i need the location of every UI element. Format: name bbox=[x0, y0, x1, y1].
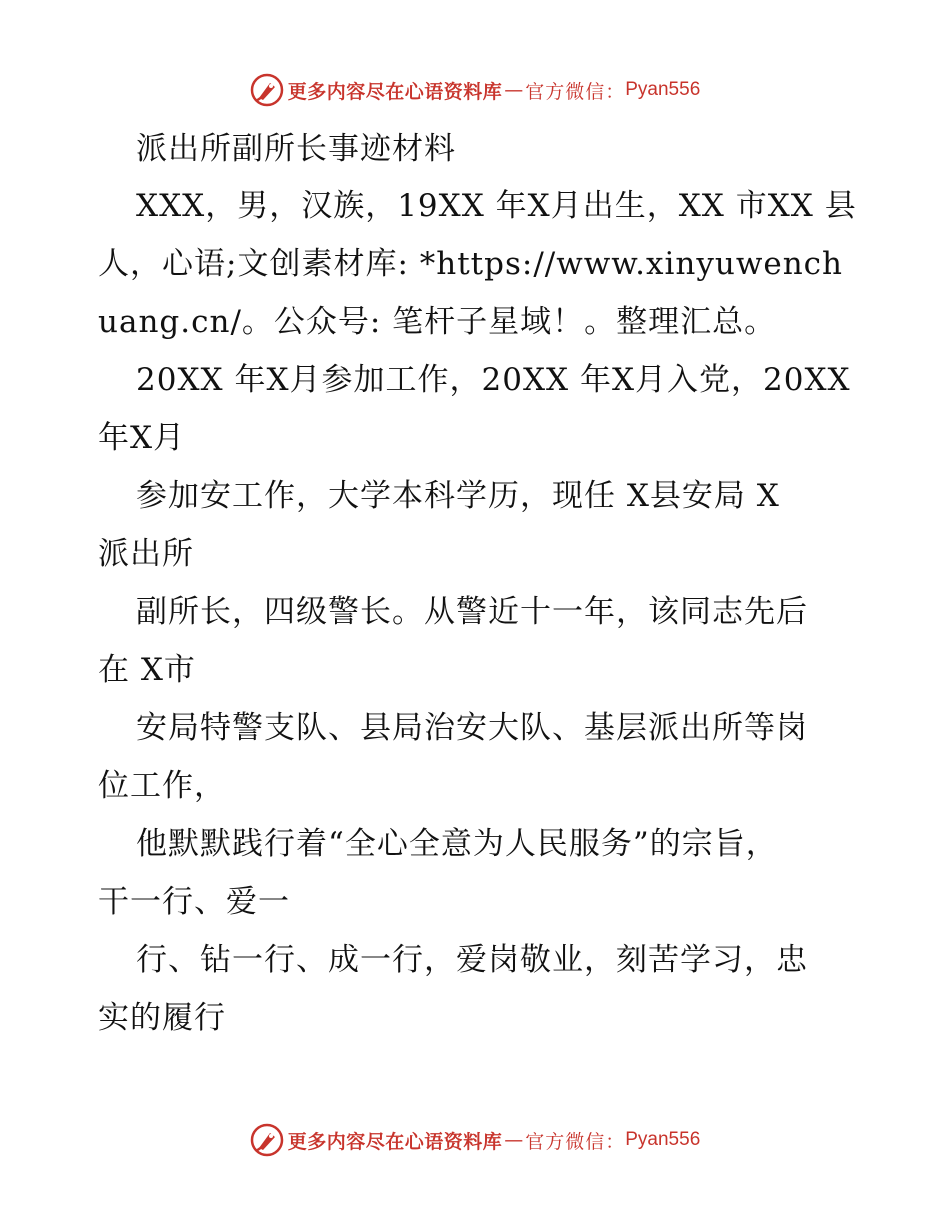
paragraph-line: XXX，男，汉族，19XX 年X月出生，XX 市XX 县 bbox=[136, 188, 857, 224]
banner-wechat-id: Pyan556 bbox=[625, 1129, 701, 1150]
paragraph-line: 安局特警支队、县局治安大队、基层派出所等岗 bbox=[136, 710, 808, 746]
banner-wechat-label: 官方微信： bbox=[525, 80, 626, 103]
pen-nib-logo-icon bbox=[250, 1123, 284, 1157]
paragraph-line: 参加安工作，大学本科学历，现任 X县安局 X bbox=[136, 478, 780, 514]
paragraph-line: 干一行、爱一 bbox=[98, 884, 290, 920]
paragraph-line: 20XX 年X月参加工作，20XX 年X月入党，20XX bbox=[136, 362, 851, 398]
banner-wechat-id: Pyan556 bbox=[625, 79, 701, 100]
paragraph-line: 他默默践行着“全心全意为人民服务”的宗旨， bbox=[136, 826, 778, 862]
paragraph-line: uang.cn/。公众号: 笔杆子星域！。整理汇总。 bbox=[98, 304, 777, 340]
banner-text: 更多内容尽在心语资料库 bbox=[287, 1130, 503, 1153]
pen-nib-logo-icon bbox=[250, 73, 284, 107]
banner-separator: — bbox=[504, 1129, 524, 1151]
paragraph-line: 行、钻一行、成一行，爱岗敬业，刻苦学习，忠 bbox=[136, 942, 808, 978]
paragraph-line: 实的履行 bbox=[98, 1000, 226, 1036]
footer-banner bbox=[0, 1120, 950, 1160]
document-title: 派出所副所长事迹材料 bbox=[136, 131, 456, 167]
paragraph-line: 位工作， bbox=[98, 768, 226, 804]
banner-separator: — bbox=[504, 79, 524, 101]
paragraph-line: 副所长，四级警长。从警近十一年，该同志先后 bbox=[136, 594, 808, 630]
paragraph-line: 年X月 bbox=[98, 420, 186, 456]
header-banner bbox=[0, 70, 950, 110]
paragraph-line: 在 X市 bbox=[98, 652, 196, 688]
paragraph-line: 派出所 bbox=[98, 536, 194, 572]
paragraph-line: 人，心语;文创素材库: *https://www.xinyuwench bbox=[98, 246, 844, 282]
banner-wechat-label: 官方微信： bbox=[525, 1130, 626, 1153]
banner-text: 更多内容尽在心语资料库 bbox=[287, 80, 503, 103]
